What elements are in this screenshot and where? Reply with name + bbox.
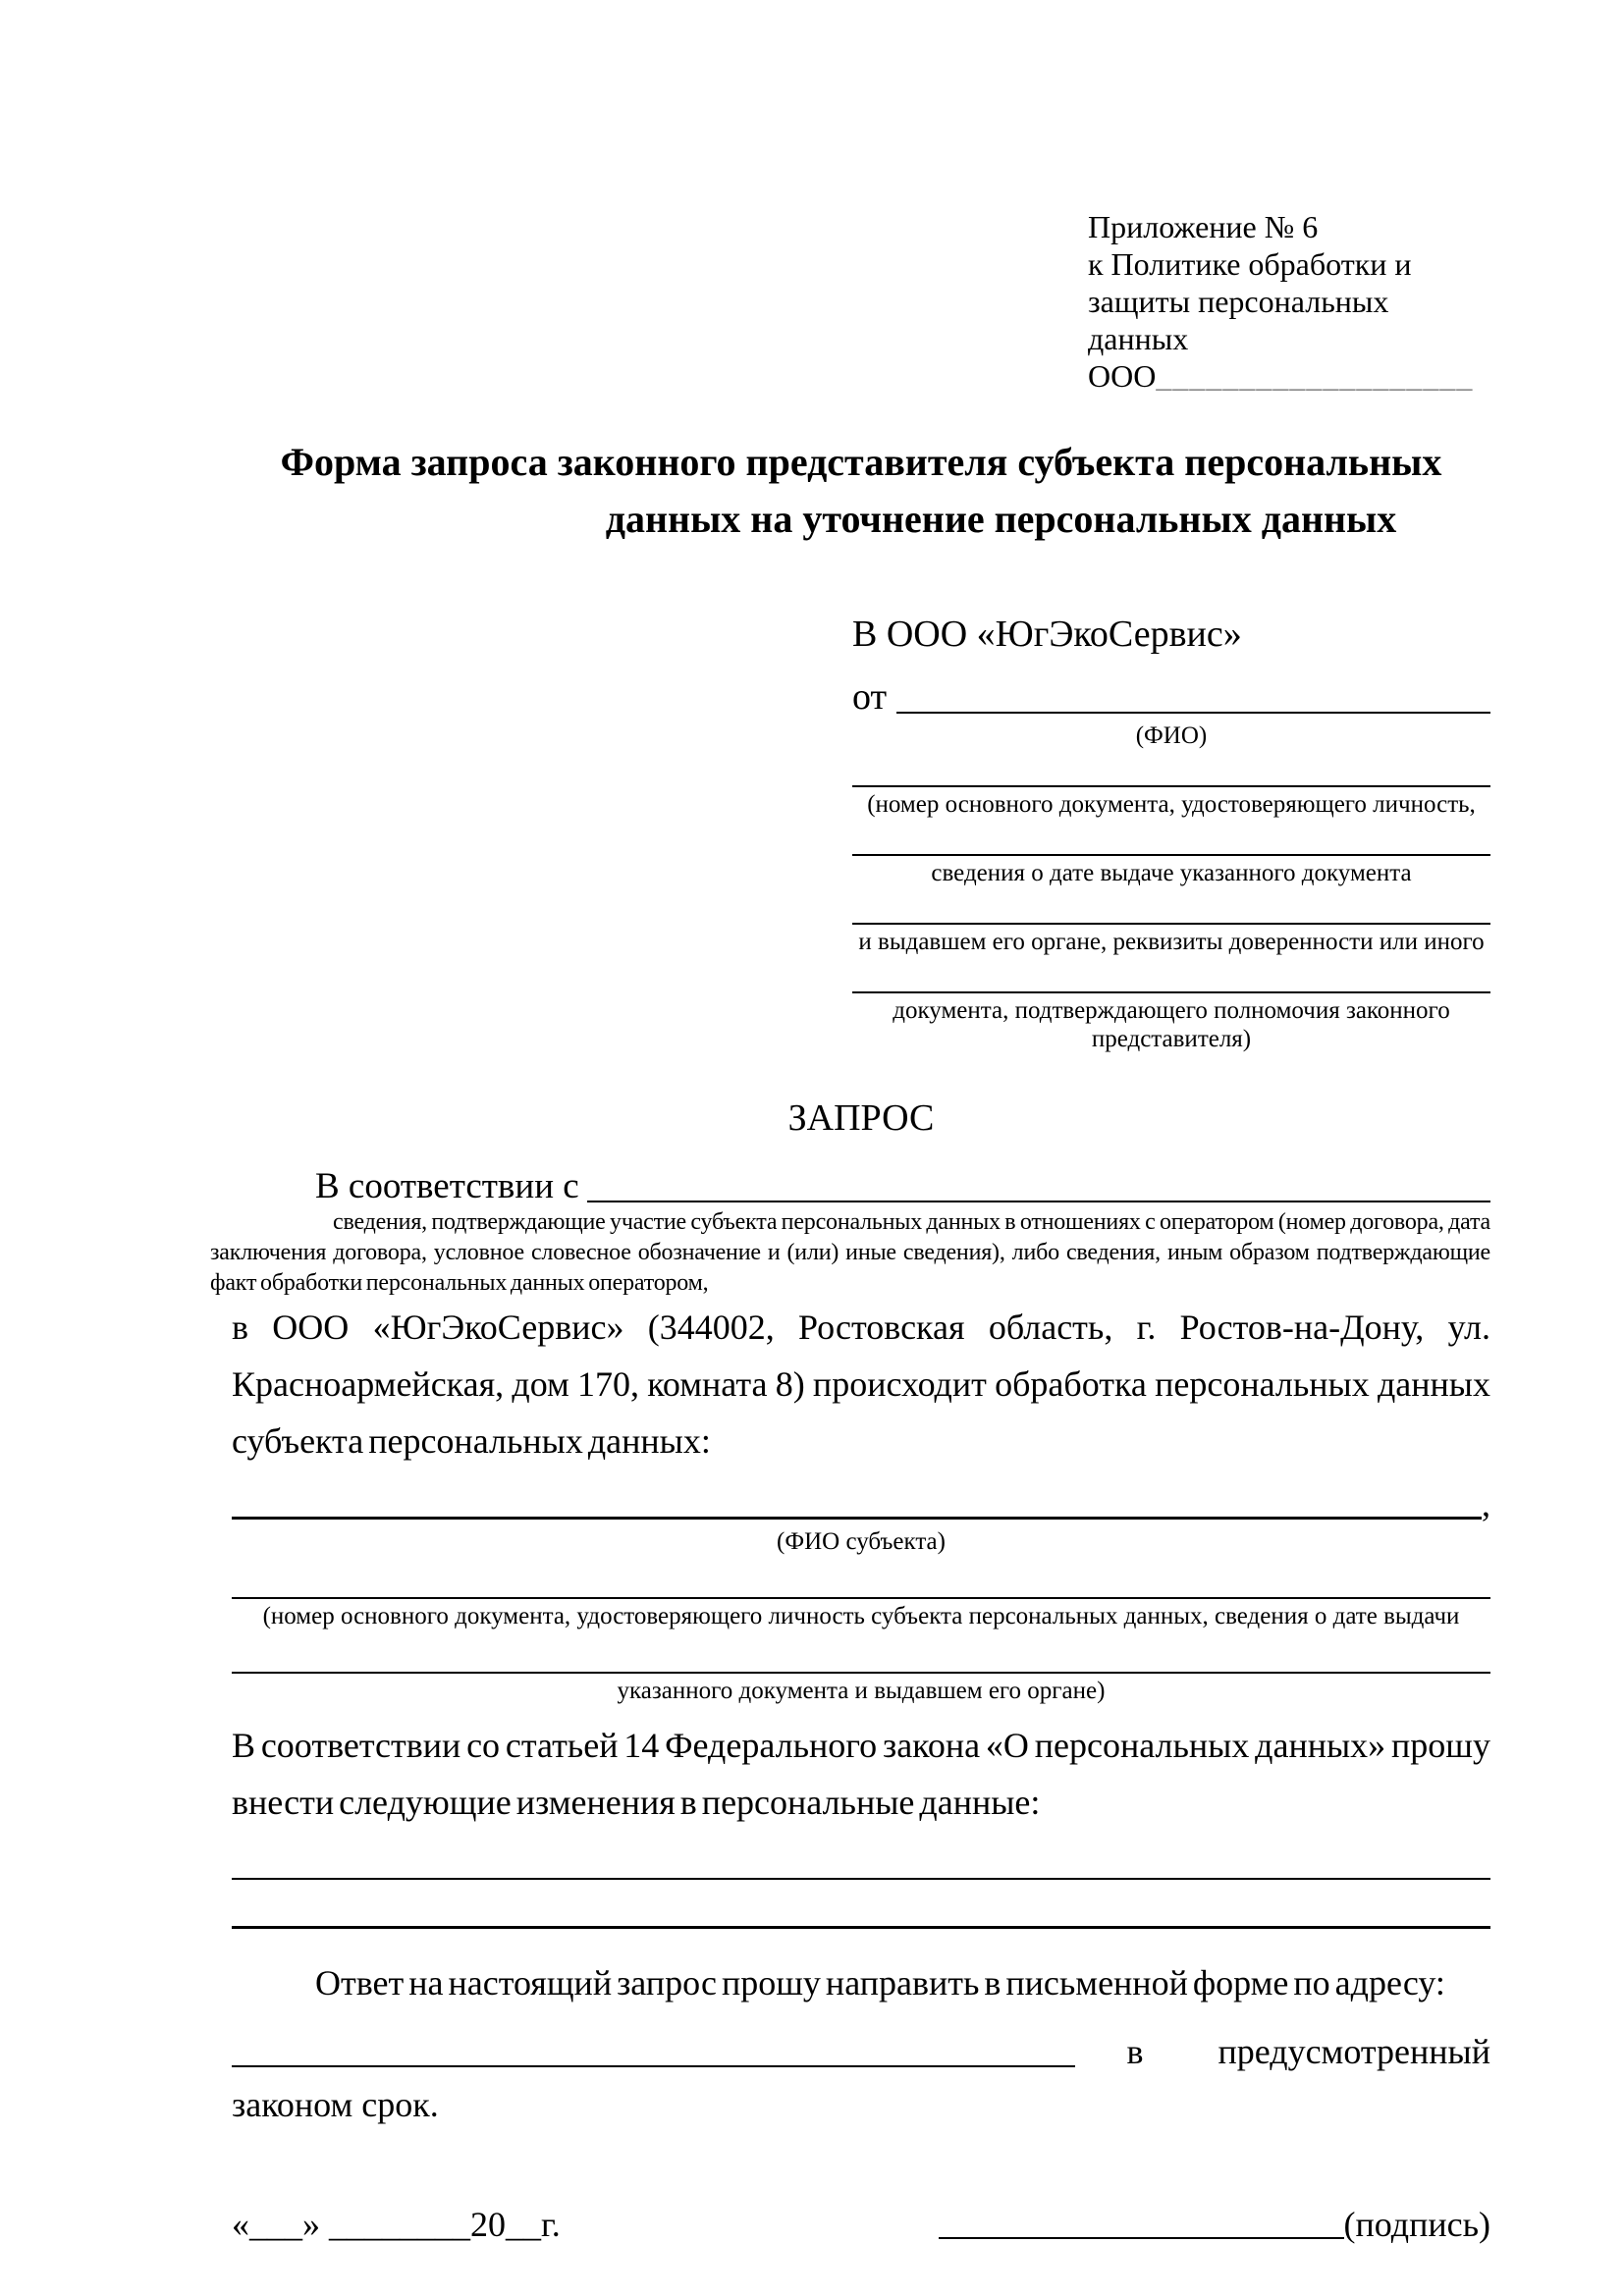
changes-blank-line-2 <box>232 1880 1490 1929</box>
signature-caption: (подпись) <box>1343 2205 1490 2244</box>
representative-doc-caption-2: сведения о дате выдаче указанного документа <box>931 860 1412 886</box>
basis-blank-line <box>587 1165 1490 1202</box>
subject-fio-row <box>232 1483 1490 1524</box>
subject-fio-caption: (ФИО субъекта) <box>777 1528 946 1555</box>
appendix-company-blank-line: ___________________ <box>1156 358 1474 394</box>
date-signature-row <box>232 2204 1490 2245</box>
request-heading: ЗАПРОС <box>787 1097 935 1139</box>
operator-paragraph: в ООО «ЮгЭкоСервис» (344002, Ростовская область, г. Ростов-на-Дону, ул. Красноармейская, дом 170, комната 8) происходит обработка персональных данных субъекта персональных данных: <box>232 1308 1490 1461</box>
subject-doc-blank-line-2 <box>232 1630 1490 1674</box>
form-title-line-1: Форма запроса законного представителя субъекта персональных <box>280 440 1442 484</box>
subject-doc-caption-1: (номер основного документа, удостоверяющего личность субъекта персональных данных, сведения о дате выдачи <box>262 1603 1460 1629</box>
appendix-note <box>1088 208 1490 395</box>
date-template: «___» ________20__г. <box>232 2205 561 2244</box>
subject-doc-blank-line-1 <box>232 1556 1490 1599</box>
reply-paragraph-line-1: Ответ на настоящий запрос прошу направить в письменной форме по адресу: <box>315 1963 1445 2002</box>
reply-word-tail: предусмотренный <box>1218 2032 1490 2071</box>
comma-after-blank: , <box>1482 1484 1490 1523</box>
fio-caption: (ФИО) <box>1135 722 1208 749</box>
appendix-line-3: защиты персональных данных <box>1088 284 1389 356</box>
representative-doc-caption-1: (номер основного документа, удостоверяющего личность, <box>867 791 1476 818</box>
appendix-line-1: Приложение № 6 <box>1088 209 1319 244</box>
basis-note: сведения, подтверждающие участие субъекта персональных данных в отношениях с оператором (номер договора, дата заключения договора, условное словесное обозначение и (или) иные сведения), либо сведения, иным образом подтверждающие факт обработки персональных данных оператором, <box>210 1209 1490 1296</box>
form-title-line-2: данных на уточнение персональных данных <box>605 497 1397 541</box>
representative-doc-blank-line-4 <box>852 956 1490 993</box>
appendix-company-prefix: ООО <box>1088 358 1157 394</box>
article-paragraph: В соответствии со статьей 14 Федерального закона «О персональных данных» прошу внести следующие изменения в персональные данные: <box>232 1726 1490 1822</box>
subject-doc-caption-2: указанного документа и выдавшем его органе) <box>617 1678 1106 1704</box>
changes-blank-line-1 <box>232 1831 1490 1880</box>
accordance-prefix: В соответствии с <box>315 1166 579 1206</box>
signature-blank-line <box>939 2204 1344 2239</box>
representative-doc-blank-line-1 <box>852 750 1490 787</box>
reply-word-v: в <box>1126 2032 1144 2071</box>
representative-doc-blank-line-3 <box>852 887 1490 925</box>
reply-address-blank-line <box>232 2015 1075 2067</box>
appendix-company-line <box>1088 357 1490 395</box>
representative-doc-blank-line-2 <box>852 819 1490 856</box>
reply-paragraph-line-3: законом срок. <box>232 2085 439 2124</box>
signature-group <box>939 2204 1490 2245</box>
reply-address-row <box>232 2015 1490 2072</box>
appendix-line-2: к Политике обработки и <box>1088 246 1412 282</box>
representative-doc-caption-3: и выдавшем его органе, реквизиты доверенности или иного <box>858 929 1485 955</box>
addressee-block <box>852 613 1490 1053</box>
accordance-row <box>232 1165 1490 1207</box>
from-label: от <box>852 676 888 718</box>
addressee-company: В ООО «ЮгЭкоСервис» <box>852 614 1242 655</box>
form-title <box>232 434 1490 548</box>
representative-name-blank-line <box>896 675 1490 714</box>
from-row <box>852 675 1490 719</box>
representative-doc-caption-4: документа, подтверждающего полномочия законного представителя) <box>893 997 1450 1052</box>
subject-fio-blank-line <box>232 1483 1482 1520</box>
